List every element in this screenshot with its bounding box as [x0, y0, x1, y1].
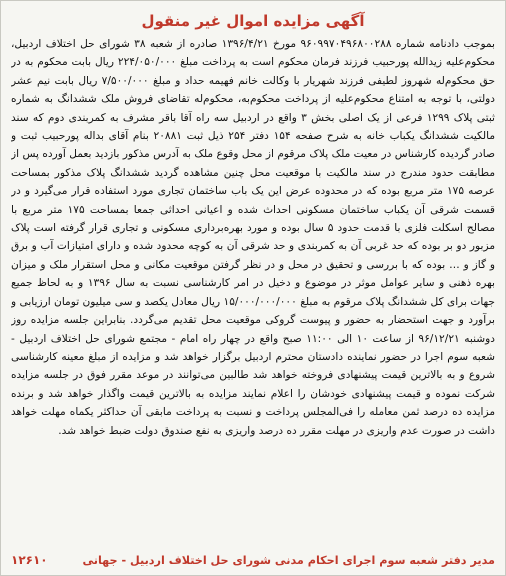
notice-body: بموجب دادنامه شماره ۹۶۰۹۹۷۰۴۹۶۸۰۰۲۸۸ مورخ ۱۳۹۶/۴/۲۱ صادره از شعبه ۳۸ شورای حل اختلاف اردبیل، محکوم‌علیه زیدالله پورحبیب فرزند فرمان محکوم است به پرداخت مبلغ ۲۲۴/۰۵۰/۰۰۰ ریال بابت محکوم به در حق محکوم‌له شهروز لطیفی فرزند شهریار با وکالت خانم فهیمه حداد و مبلغ ۷/۵۰۰/۰۰۰ ریال بابت نیم عشر دولتی، با توجه به امتناع محکوم‌علیه از پرداخت محکوم‌به، محکوم‌له تقاضای فروش ملک ششدانگ به شماره ثبتی پلاک ۱۲۹۹ فرعی از یک اصلی بخش ۳ واقع در اردبیل سه راه آقا باقر مشرف به کمربندی دوم که سند مالکیت ششدانگ یکباب خانه به شرح صفحه ۱۵۴ دفتر ۲۵۴ ذیل ثبت ۲۰۸۸۱ بنام آقای بداله پورحبیب ثبت و صادر گردیده کارشناس در معیت ملک پلاک مرقوم از محل وقوع ملک به آدرس مذکور بازدید بعمل آورده پس از مطابقت حدود مندرج در سند مالکیت با موقعیت محل چنین مشاهده گردید ششدانگ پلاک مذکور بمساحت عرصه ۱۷۵ متر مربع بوده که در محدوده عرض این یک باب ساختمان تجاری مورد استفاده قرار می‌گیرد و در قسمت شرقی آن یکباب ساختمان مسکونی احداث شده و اعیانی احداثی جمعا بمساحت ۱۷۵ متر مربع با مصالح اسکلت فلزی با قدمت حدود ۵ سال بوده و مورد بهره‌برداری مسکونی و تجاری قرار گرفته است پلاک مزبور دو بر بوده که حد غربی آن به کمربندی و حد شرقی آن به کوچه محدود شده و دارای امتیازات آب و برق و گاز و … بوده که با بررسی و تحقیق در محل و در نظر گرفتن موقعیت مکانی و محل استقرار ملک و میزان بهره ذهنی و سایر عوامل موثر در موضوع و دخیل در امر کارشناسی نسبت به سال ۱۳۹۶ و به لحاظ جمیع جهات برای کل ششدانگ پلاک مرقوم به مبلغ ۱۵/۰۰۰/۰۰۰/۰۰۰ ریال معادل یکصد و سی میلیون تومان ارزیابی و برآورد و جهت استحضار به حضور و پیوست گروکی موقعیت محل تقدیم می‌گردد. بنابراین جلسه مزایده روز دوشنبه ۹۶/۱۲/۲۱ از ساعت ۱۰ الی ۱۱:۰۰ صبح واقع در چهار راه امام - مجتمع شورای حل اختلاف اردبیل - شعبه سوم اجرا در حضور نماینده دادستان محترم اردبیل برگزار خواهد شد و مزایده از مبلغ معینه کارشناسی شروع و به بالاترین قیمت پیشنهادی فروخته خواهد شد طالبین می‌توانند در موعد مقرر فوق در جلسه مزایده شرکت نموده و قیمت پیشنهادی خودشان را اعلام نمایند مزایده به بالاترین قیمت واگذار خواهد شد و برنده مزایده ده درصد ثمن معامله را فی‌المجلس پرداخت و نسبت به پرداخت مابقی آن حداکثر یکماه مهلت خواهد داشت در صورت عدم واریزی در مهلت مقرر ده درصد واریزی به نفع صندوق دولت ضبط خواهد شد. [11, 38, 495, 437]
notice-title: آگهی مزایده اموال غیر منقول [141, 12, 365, 30]
signature-line: مدیر دفتر شعبه سوم اجرای احکام مدنی شورای حل اختلاف اردبیل - جهانی [82, 553, 495, 567]
notice-code: ۱۲۶۱۰ [11, 553, 48, 567]
notice-footer [11, 553, 495, 567]
